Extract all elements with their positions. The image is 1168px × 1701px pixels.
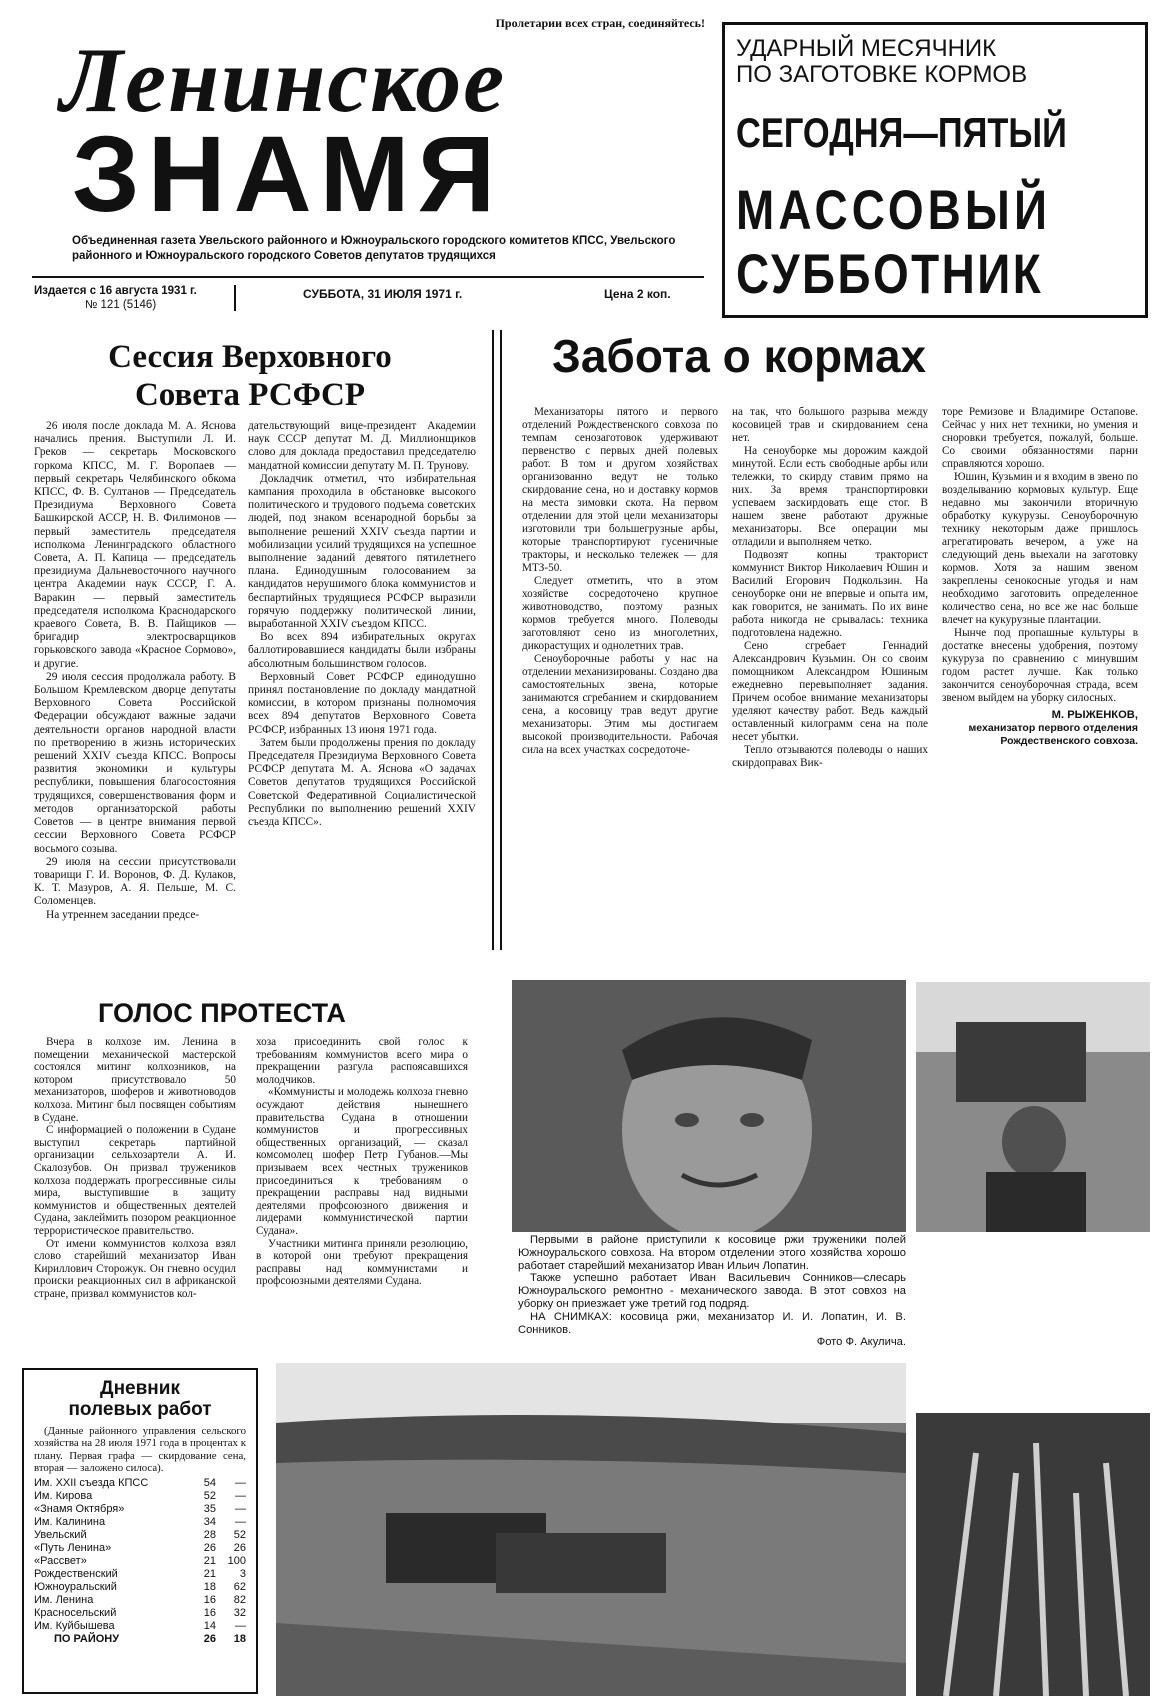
protest-paragraph: хоза присоединить свой голос к требованиям коммунистов всего мира о прекращении разгула распоясавшихся молодчиков. [256, 1036, 468, 1086]
diary-hay-percent: 52 [203, 1489, 216, 1502]
forage-column-1 [522, 406, 718, 757]
photo-caption-paragraph: Первыми в районе приступили к косовице ржи труженики полей Южноуральского совхоза. На втором отделении этого хозяйства хорошо работает старейший механизатор Иван Ильич Лопатин. [518, 1234, 906, 1272]
forage-paragraph: Сеноуборочные работы у нас на отделении механизированы. Создано два самостоятельных звена, которые занимаются сгребанием и скирдованием сена, а косовицу трав ведут другие механизаторы. Этим мы достигаем высокой производительности. Рабочая сила на всех участках сосредоточе- [522, 653, 718, 756]
diary-silage-percent: — [235, 1489, 246, 1502]
photo-operator-image [916, 982, 1150, 1232]
forage-paragraph: Следует отметить, что в этом хозяйстве сосредоточено крупное животноводство, поэтому разных кормов требуется много. Полеводы заготовляют сено из многолетних, дикорастущих и однолетних трав. [522, 575, 718, 652]
diary-row [34, 1555, 246, 1568]
session-paragraph: 29 июля сессия продолжала работу. В Большом Кремлевском дворце депутаты Верховного Совета Российской Федерации обсуждают важные задачи деятельности органов народной власти по претворению в жизнь исторических решений XXIV съезда КПСС. Вопросы развития экономики и культуры республики, повышения благосостояния трудящихся, совершенствования форм и методов организаторской работы Советов — в центре внимания первой сессии Верховного Совета РСФСР восьмого созыва. [34, 670, 236, 855]
session-paragraph: Верховный Совет РСФСР единодушно принял постановление по докладу мандатной комиссии, в котором признаны полномочия всех 894 депутатов Верховного Совета РСФСР, избранных 13 июня 1971 года. [248, 670, 476, 736]
masthead-title-line1: Ленинское [60, 29, 507, 131]
diary-farm-name: Им. Ленина [34, 1593, 94, 1606]
diary-hay-percent: 16 [203, 1593, 216, 1606]
diary-silage-percent: 82 [233, 1593, 246, 1606]
column-divider-right [500, 330, 502, 950]
diary-row [34, 1490, 246, 1503]
issue-date: СУББОТА, 31 ИЮЛЯ 1971 г. [303, 287, 463, 301]
diary-table [34, 1477, 246, 1646]
photo-rye-harvest [276, 1363, 906, 1696]
protest-paragraph: Участники митинга приняли резолюцию, в которой они требуют прекращения расправы над коммунистами и профсоюзными деятелями Судана. [256, 1237, 468, 1288]
diary-row [34, 1529, 246, 1542]
issue-price: Цена 2 коп. [604, 287, 671, 301]
forage-paragraph: Нынче под пропашные культуры в достатке внесены удобрения, поэтому кукуруза по сравнению с минувшим годом растет лучше. Как только закончится сеноуборочная страда, всем звеном выйдем на уборку силосных. [942, 627, 1138, 704]
session-headline: Сессия Верховного Совета РСФСР [108, 339, 392, 413]
forage-paragraph: Юшин, Кузьмин и я входим в звено по возделыванию кормовых культур. Еще недавно мы закончили вторичную обработку кукурузы. Сеноуборочную технику некоторым даже пришлось агрегатировать вечером, а уже на следующий день выехали на заготовку кормов. Хотя за нашим звеном закреплены сенокосные угодья и нам необходимо заготовить определенное количество сена, но все же нас больше влечет на кукурузные плантации. [942, 471, 1138, 626]
diary-farm-name: Им. XXII съезда КПСС [34, 1476, 149, 1489]
field-diary-box [22, 1368, 258, 1694]
forage-headline: Забота о кормах [552, 330, 927, 382]
forage-paragraph: Сено сгребает Геннадий Александрович Кузьмин. Он со своим помощником Александром Юшиным ежедневно перевыполняет задания. Причем особое внимание механизаторы уделяют качеству работ. Ведь каждый оставленный килограмм сена на поле несет убытки. [732, 640, 928, 743]
diary-farm-name: Им. Кирова [34, 1489, 93, 1502]
promo-line4: МАССОВЫЙ [736, 178, 1052, 241]
photo-rye-stalks [916, 1413, 1150, 1696]
diary-silage-percent: — [235, 1515, 246, 1528]
session-paragraph: Во всех 894 избирательных округах баллотировавшиеся кандидаты были избраны абсолютным большинством голосов. [248, 631, 476, 670]
diary-row [34, 1594, 246, 1607]
diary-hay-percent: 18 [203, 1580, 216, 1593]
diary-farm-name: «Рассвет» [34, 1554, 87, 1567]
diary-hay-percent: 21 [203, 1567, 216, 1580]
diary-farm-name: «Знамя Октября» [34, 1502, 125, 1515]
diary-hay-percent: 21 [203, 1554, 216, 1567]
session-paragraph: 26 июля после доклада М. А. Яснова начались прения. Выступили Л. И. Греков — секретарь Московского горкома КПСС, М. Г. Воропаев — первый секретарь Челябинского обкома КПСС, Ф. В. Султанов — Председатель Президиума Верховного Совета Башкирской АССР, Н. В. Филимонов — первый заместитель председателя исполкома Ленинградского областного Совета, А. П. Капица — председатель президиума Дальневосточного научного центра Академии наук СССР, Г. А. Варакин — первый заместитель председателя исполкома Краснодарского краевого Совета, В. В. Пайщиков — бригадир электросварщиков горьковского завода «Красное Сормово», и другие. [34, 420, 236, 670]
promo-line2: ПО ЗАГОТОВКЕ КОРМОВ [736, 61, 1028, 88]
masthead-subtitle: Объединенная газета Увельского районного и Южноуральского городского комитетов КПСС, Увельского районного и Южноуральского городского Советов депутатов трудящихся [72, 235, 676, 262]
photo-caption-paragraph: Также успешно работает Иван Васильевич Сонников—слесарь Южноуральского ремонтно - механического завода. В этот совхоз на уборку он приезжает уже третий год подряд. [518, 1272, 906, 1310]
forage-paragraph: торе Ремизове и Владимире Остапове. Сейчас у них нет техники, но умения и сноровки требуется, пожалуй, больше. Со своими обязанностями парни справляются хорошо. [942, 406, 1138, 470]
diary-silage-percent: — [235, 1619, 246, 1632]
diary-farm-name: Им. Куйбышева [34, 1619, 115, 1632]
promo-line3: СЕГОДНЯ—ПЯТЫЙ [736, 109, 1067, 156]
diary-row [34, 1607, 246, 1620]
protest-paragraph: С информацией о положении в Судане выступил секретарь партийной организации сельхозартели А. И. Скалозубов. Он призвал тружеников колхоза поддержать прогрессивные силы мира, выступившие в защиту коммунистов и общественных деятелей Судана, заклеймить позором реакционное террористическое правительство. [34, 1124, 236, 1237]
masthead-since: Издается с 16 августа 1931 г. [34, 285, 197, 297]
diary-row [34, 1516, 246, 1529]
photo-mechanic-portrait [512, 980, 906, 1232]
session-paragraph: 29 июля на сессии присутствовали товарищи Г. И. Воронов, Ф. Д. Кулаков, К. Т. Мазуров, А. Я. Пельше, М. С. Соломенцев. [34, 855, 236, 908]
diary-farm-name: «Путь Ленина» [34, 1541, 112, 1554]
diary-intro: (Данные районного управления сельского хозяйства на 28 июля 1971 года в процентах к плану. Первая графа — скирдование сена, вторая — заложено силоса). [34, 1425, 246, 1475]
protest-paragraph: «Коммунисты и молодежь колхоза гневно осуждают действия нынешнего правительства Судана в отношении коммунистов и прогрессивных общественных организаций, — сказал комсомолец шофер Петр Губанов.—Мы призываем всех честных тружеников присоединиться к требованиям о прекращении расправы над видными деятелями профсоюзного движения и лидерами коммунистической партии Судана». [256, 1086, 468, 1237]
diary-farm-name: Увельский [34, 1528, 87, 1541]
diary-row [34, 1581, 246, 1594]
diary-silage-percent: — [235, 1502, 246, 1515]
protest-column-1 [34, 1036, 236, 1300]
diary-row [34, 1477, 246, 1490]
diary-silage-percent: 100 [227, 1554, 246, 1567]
diary-silage-percent: 52 [233, 1528, 246, 1541]
diary-hay-percent: 35 [203, 1502, 216, 1515]
promo-line5: СУББОТНИК [736, 242, 1044, 305]
diary-silage-percent: — [235, 1476, 246, 1489]
masthead-divider [234, 285, 236, 311]
diary-silage-percent: 26 [233, 1541, 246, 1554]
diary-farm-name: Рождественский [34, 1567, 118, 1580]
protest-paragraph: От имени коммунистов колхоза взял слово старейший механизатор Иван Кириллович Сторожук. Он гневно осудил происки реакционных сил в африканской стране, призвал коммунистов кол- [34, 1237, 236, 1300]
photo-combine-operator [916, 982, 1150, 1232]
diary-row [34, 1633, 246, 1646]
protest-column-2 [256, 1036, 468, 1288]
forage-column-3 [942, 406, 1138, 748]
diary-hay-percent: 16 [203, 1606, 216, 1619]
diary-row [34, 1568, 246, 1581]
forage-author: М. РЫЖЕНКОВ, [1051, 709, 1138, 721]
column-divider-left [492, 330, 494, 950]
session-paragraph: Докладчик отметил, что избирательная кампания проходила в обстановке высокого политического и трудового подъема советских людей, под знаком всенародной борьбы за выполнение решений XXIV съезда партии и мобилизации усилий трудящихся на успешное выполнение заданий девятого пятилетнего плана. Единодушным голосованием за кандидатов нерушимого блока коммунистов и беспартийных трудящиеся РСФСР выразили горячую поддержку политической линии, выработанной XXIV съездом КПСС. [248, 472, 476, 631]
masthead-rule [32, 276, 704, 278]
forage-paragraph: Подвозят копны тракторист коммунист Виктор Николаевич Юшин и Василий Егорович Подкользин. На сеноуборке они не впервые и опыта им, как говорится, не занимать. По их вине работа никогда не срывалась: техника подготовлена надежно. [732, 549, 928, 639]
diary-row [34, 1542, 246, 1555]
protest-headline: ГОЛОС ПРОТЕСТА [98, 998, 346, 1028]
diary-silage-percent: 3 [239, 1567, 246, 1580]
diary-silage-percent: 32 [233, 1606, 246, 1619]
diary-hay-percent: 54 [203, 1476, 216, 1489]
diary-silage-percent: 18 [233, 1632, 246, 1645]
forage-paragraph: Механизаторы пятого и первого отделений Рождественского совхоза по темпам сенозаготовок удерживают первенство с первых дней полевых работ. В том и другом хозяйствах организованно ведут не только скирдование сена, но и доставку кормов на места зимовки скота. На первом отделении для этой цели механизаторы изготовили три большегрузные арбы, которые транспортируют гусеничные тракторы, и несколько тележек — для МТЗ-50. [522, 406, 718, 574]
masthead-slogan: Пролетарии всех стран, соединяйтесь! [495, 16, 705, 30]
photo-credit: Фото Ф. Акулича. [816, 1336, 906, 1349]
forage-paragraph: на так, что большого разрыва между косовицей трав и скирдованием сена нет. [732, 406, 928, 444]
diary-hay-percent: 28 [203, 1528, 216, 1541]
session-column-1 [34, 420, 236, 922]
diary-farm-name: Южноуральский [34, 1580, 117, 1593]
diary-title-line1: Дневник [100, 1378, 180, 1399]
forage-paragraph: Тепло отзываются полеводы о наших скирдоправах Вик- [732, 744, 928, 769]
diary-silage-percent: 62 [233, 1580, 246, 1593]
diary-farm-name: ПО РАЙОНУ [54, 1632, 120, 1645]
diary-hay-percent: 14 [203, 1619, 216, 1632]
session-paragraph: Затем были продолжены прения по докладу Председателя Президиума Верховного Совета РСФСР депутата М. А. Яснова «О задачах Советов депутатов трудящихся Российской Советской Федеративной Социалистической Республики по выполнению решений XXIV съезда КПСС». [248, 736, 476, 829]
photo-caption-paragraph: НА СНИМКАХ: косовица ржи, механизатор И. И. Лопатин, И. В. Сонников. [518, 1310, 906, 1336]
diary-hay-percent: 26 [203, 1632, 216, 1645]
diary-row [34, 1503, 246, 1516]
photo-harvest-image [276, 1363, 906, 1696]
forage-column-2 [732, 406, 928, 770]
session-paragraph: дательствующий вице-президент Академии наук СССР депутат М. Д. Миллионщиков слово для доклада предоставил председателю мандатной комиссии депутату М. П. Трунову. [248, 420, 476, 472]
diary-title-line2: полевых работ [68, 1399, 212, 1420]
photo-stalks-image [916, 1413, 1150, 1696]
promo-line1: УДАРНЫЙ МЕСЯЧНИК [736, 35, 997, 62]
forage-paragraph: На сеноуборке мы дорожим каждой минутой. Если есть свободные арбы или тележки, то скирду ставим прямо на них. За время транспортировки успеваем заскирдовать еще стог. В нашем звене работают дружные механизаторы. Все операции мы отладили и выполняем четко. [732, 445, 928, 548]
session-paragraph: На утреннем заседании предсе- [46, 908, 200, 921]
diary-farm-name: Им. Калинина [34, 1515, 106, 1528]
protest-paragraph: Вчера в колхозе им. Ленина в помещении механической мастерской состоялся митинг колхозников, на котором присутствовало 50 механизаторов, шоферов и животноводов колхоза. Митинг был посвящен событиям в Судане. [34, 1036, 236, 1124]
masthead-title-line2: ЗНАМЯ [72, 113, 504, 234]
diary-farm-name: Красносельский [34, 1606, 117, 1619]
forage-author-role: механизатор первого отделения Рождественского совхоза. [968, 722, 1138, 747]
masthead-issue: № 121 (5146) [85, 299, 157, 311]
photo-portrait-image [512, 980, 906, 1232]
diary-hay-percent: 26 [203, 1541, 216, 1554]
diary-row [34, 1620, 246, 1633]
session-column-2 [248, 420, 476, 829]
diary-hay-percent: 34 [203, 1515, 216, 1528]
photo-caption [518, 1234, 906, 1349]
